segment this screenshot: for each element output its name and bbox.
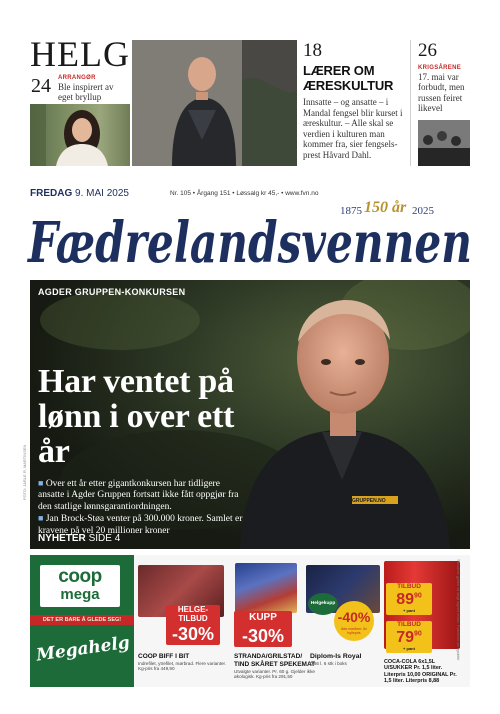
helg-teaser-text[interactable]: Ble inspirert av eget bryllup xyxy=(58,82,114,102)
summary-bullet-2: ■ Jan Brock-Støa venter på 300.000 kroner. Samlet er kravene på vel 20 millioner kroner xyxy=(38,513,243,536)
kupp-badge: KUPP xyxy=(234,611,292,625)
square-bullet-icon: ■ xyxy=(38,478,44,488)
main-story-summary[interactable] xyxy=(38,478,248,537)
crowd-archive-image xyxy=(418,120,470,166)
product-name-royal: Diplom-Is Royal xyxy=(310,653,362,660)
product-desc-royal: 0,66 l. 6 stk i boks xyxy=(310,661,347,666)
royal-badge-note: ikke medlem: 5x hyllepris xyxy=(341,627,367,635)
helg-section-label[interactable]: HELG xyxy=(30,34,130,74)
ww2-photo[interactable] xyxy=(418,120,470,166)
fvn-logo[interactable] xyxy=(26,200,474,272)
edition-date xyxy=(30,188,129,199)
ref-page: SIDE 4 xyxy=(88,533,121,544)
discount-badge-spekemat: -30% xyxy=(234,625,292,647)
feature-page-number: 18 xyxy=(303,40,322,61)
anniversary-year: 2025 xyxy=(412,205,434,217)
ww2-page-number: 26 xyxy=(418,40,437,61)
coop-mega-logo xyxy=(40,565,120,607)
ad-fine-print: Tilbudene gjelder så langt lageret rekker. Forbehold om trykkfeil. xyxy=(456,559,460,662)
coop-mega-advert[interactable] xyxy=(30,555,470,687)
woman-portrait-image xyxy=(30,104,130,166)
issue-info: Nr. 105 • Årgang 151 • Løssalg kr 45,- • www.fvn.no xyxy=(170,190,319,197)
summary-bullet-1: ■ Over ett år etter gigantkonkursen har tidligere ansatte i Agder Gruppen fortsatt ikke fått oppgjør fra den statlige lønnsgarantiordningen. xyxy=(38,478,239,512)
helg-page-number: 24 xyxy=(31,75,51,97)
square-bullet-icon: ■ xyxy=(38,513,44,524)
spekemat-product-image xyxy=(235,563,297,613)
coop-logo-line-1: coop xyxy=(58,566,102,587)
ww2-teaser-text[interactable]: 17. mai var forbudt, men russen feiret likevel xyxy=(418,72,465,114)
helgekupp-badge: Helgekupp xyxy=(308,593,338,615)
ad-slogan: DET ER BARE Å GLEDE SEG! xyxy=(30,615,134,625)
inmate-portrait-image xyxy=(132,40,297,166)
product-desc-beef: Indrefilet, ytrefilet, mørbrad. Flere varianter. Kg-pris fra 449,90 xyxy=(138,661,227,672)
jacket-logo: GRUPPEN.NO xyxy=(352,498,386,504)
helgetilbud-badge: HELGE-TILBUD xyxy=(166,605,220,623)
product-name-spekemat: STRANDA/GRILSTAD/ TIND SKÅRET SPEKEMAT xyxy=(234,653,316,668)
discount-badge-royal: -40% xyxy=(334,601,374,641)
edition-weekday: FREDAG xyxy=(30,188,73,199)
photo-credit: FOTO: JARLE R. MARTINSEN xyxy=(22,444,27,500)
main-story-page-ref[interactable] xyxy=(38,533,120,544)
product-name-beef: COOP BIFF I BIT xyxy=(138,653,190,660)
main-headline[interactable]: Har ventet på lønn i over ett år xyxy=(38,363,235,470)
svg-text:Fædrelandsvennen: Fædrelandsvennen xyxy=(26,210,472,272)
anniversary-label: 150 år xyxy=(364,199,407,216)
main-story-kicker: AGDER GRUPPEN-KONKURSEN xyxy=(38,287,186,297)
product-desc-spekemat: Utvalgte varianter. Pr. 60 g. Gjelder ikke økologisk. Kg-pris fra 291,50 xyxy=(234,669,315,680)
ad-campaign-title: Megahelg xyxy=(35,632,132,666)
coop-brand-panel xyxy=(30,555,134,687)
column-divider xyxy=(410,40,411,166)
edition-date-value: 9. MAI 2025 xyxy=(75,188,129,199)
coop-logo-line-2: mega xyxy=(60,586,100,603)
founded-year: 1875 xyxy=(340,205,362,217)
price-tag-coca-cola-2: TILBUD $79^{90}$ + pant xyxy=(386,621,432,653)
feature-teaser-text[interactable]: Innsatte – og ansatte – i Mandal fengsel blir kurset i æreskultur. – Alle skal se verdien i kulturen man kommer fra, sier fengselsprest Håvard Dahl. xyxy=(303,97,403,160)
ww2-kicker: KRIGSÅRENE xyxy=(418,65,462,71)
price-tag-coca-cola-1: TILBUD $89^{90}$ + pant xyxy=(386,583,432,615)
helg-kicker: ARRANGØR xyxy=(58,75,96,81)
ref-section: NYHETER xyxy=(38,533,86,544)
discount-badge-beef: -30% xyxy=(166,623,220,645)
feature-title[interactable]: LÆRER OM ÆRESKULTUR xyxy=(303,63,394,93)
wedding-photo[interactable] xyxy=(30,104,130,166)
feature-photo[interactable] xyxy=(132,40,297,166)
product-name-coca-cola: COCA-COLA 6x1,5L U/SUKKER Pr. 1,5 liter. Literpris 10,00 ORIGINAL Pr. 1,5 liter. Literpris 8,88 xyxy=(384,659,457,685)
